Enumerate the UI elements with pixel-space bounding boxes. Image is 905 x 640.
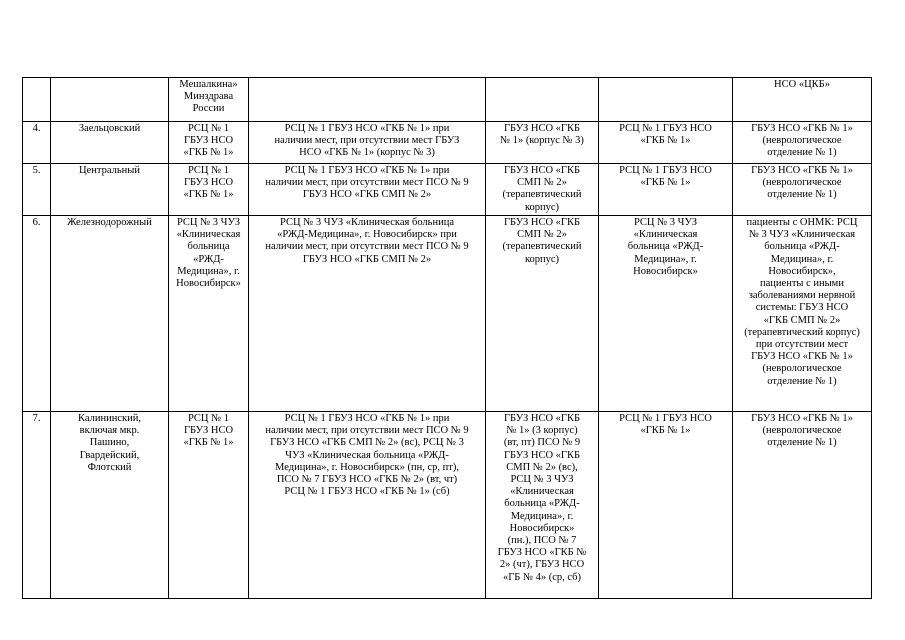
table-row	[23, 164, 872, 216]
cell-num	[23, 78, 51, 122]
cell-district	[51, 122, 169, 164]
cell-c3	[486, 216, 599, 412]
cell-line: Новосибирск»	[633, 265, 698, 277]
cell-line: «Клиническая	[176, 229, 241, 241]
cell-line: РСЦ № 1 ГБУЗ НСО	[619, 123, 712, 134]
cell-line: (терапевтический корпус)	[744, 326, 860, 338]
cell-c5	[733, 122, 872, 164]
cell-line: больница «РЖД-	[627, 241, 704, 253]
cell-line: наличии мест, при отсутствии мест ГБУЗ	[274, 135, 460, 147]
cell-num: 5.	[23, 164, 51, 216]
cell-c5	[733, 164, 872, 216]
cell-line: отделение № 1)	[767, 147, 837, 159]
cell-line: наличии мест, при отсутствии мест ПСО № 9	[265, 241, 469, 253]
cell-line: РСЦ № 3 ЧУЗ «Клиническая больница	[280, 217, 454, 228]
cell-line: РСЦ № 3 ЧУЗ	[510, 474, 574, 486]
cell-line: ГБУЗ НСО	[183, 177, 234, 189]
cell-num: 4.	[23, 122, 51, 164]
cell-line: (вт, пт) ПСО № 9	[503, 437, 581, 449]
cell-line: (неврологическое	[762, 177, 842, 189]
cell-line: наличии мест, при отсутствии мест ПСО № 9	[265, 177, 469, 189]
cell-line: Медицина», г.	[634, 253, 697, 265]
cell-line: ГБУЗ НСО «ГКБ СМП № 2»	[302, 253, 432, 265]
cell-line: системы: ГБУЗ НСО	[755, 302, 849, 314]
cell-line: пациенты с иными	[760, 278, 844, 290]
cell-line: Флотский	[87, 461, 132, 473]
cell-line: ЧУЗ «Клиническая больница «РЖД-	[285, 449, 449, 461]
cell-line: России	[192, 103, 225, 115]
cell-line: Новосибирск»,	[768, 265, 836, 277]
cell-line: ГБУЗ НСО «ГКБ	[503, 165, 581, 176]
cell-line: при отсутствии мест	[755, 339, 849, 351]
cell-line: ГБУЗ НСО «ГКБ СМП № 2» (вс), РСЦ № 3	[270, 437, 464, 449]
cell-line: СМП № 2» (вс),	[506, 461, 578, 473]
cell-line: Гвардейский,	[79, 449, 140, 461]
cell-line: (терапевтический	[502, 241, 582, 253]
cell-line: пациенты с ОНМК: РСЦ	[746, 217, 858, 228]
cell-line: Заельцовский	[78, 123, 141, 134]
cell-c4	[599, 78, 733, 122]
cell-line: корпус)	[524, 201, 560, 213]
cell-line: № 1» (3 корпус)	[506, 425, 578, 437]
cell-line: НСО «ГКБ № 1» (корпус № 3)	[299, 147, 435, 159]
cell-line: НСО «ЦКБ»	[774, 79, 830, 90]
cell-c1	[169, 412, 249, 599]
cell-c4	[599, 122, 733, 164]
cell-line: РСЦ № 1 ГБУЗ НСО	[619, 165, 712, 176]
cell-line: Новосибирск»	[176, 278, 241, 290]
cell-line: «РЖД-	[193, 253, 224, 265]
cell-line: отделение № 1)	[767, 437, 837, 449]
cell-line: № 3 ЧУЗ «Клиническая	[748, 229, 856, 241]
cell-line: ПСО № 7 ГБУЗ НСО «ГКБ № 2» (вт, чт)	[276, 474, 458, 486]
cell-line: «ГКБ СМП № 2»	[763, 314, 841, 326]
cell-c3	[486, 122, 599, 164]
cell-line: Медицина», г. Новосибирск» (пн, ср, пт),	[275, 461, 459, 473]
cell-line: ГБУЗ НСО «ГКБ	[503, 123, 581, 134]
cell-line: «ГКБ № 1»	[183, 189, 234, 201]
cell-line: ГБУЗ НСО «ГКБ № 1»	[751, 165, 853, 176]
cell-line: наличии мест, при отсутствии мест ПСО № 9	[265, 425, 469, 437]
cell-line: отделение № 1)	[767, 189, 837, 201]
cell-line: «ГКБ № 1»	[640, 135, 691, 147]
cell-line: «ГКБ № 1»	[640, 425, 691, 437]
table-row	[23, 216, 872, 412]
cell-line: больница «РЖД-	[764, 241, 840, 253]
cell-line: Минздрава	[183, 91, 234, 103]
cell-line: (терапевтический	[502, 189, 582, 201]
cell-line: отделение № 1)	[767, 375, 837, 387]
cell-line: (неврологическое	[762, 135, 842, 147]
cell-line: (неврологическое	[762, 425, 842, 437]
cell-line: ГБУЗ НСО	[183, 135, 234, 147]
cell-line: Пашино,	[89, 437, 130, 449]
cell-line: ГБУЗ НСО «ГКБ №	[497, 547, 587, 559]
cell-line: 2» (чт), ГБУЗ НСО	[499, 559, 585, 571]
cell-line: РСЦ № 1 ГБУЗ НСО «ГКБ № 1» (сб)	[284, 486, 450, 498]
cell-c4	[599, 164, 733, 216]
cell-line: РСЦ № 1	[187, 165, 230, 176]
cell-line: «Клиническая	[633, 229, 698, 241]
cell-c5	[733, 216, 872, 412]
cell-line: (пн.), ПСО № 7	[507, 535, 577, 547]
cell-district	[51, 78, 169, 122]
cell-district	[51, 216, 169, 412]
cell-c3	[486, 412, 599, 599]
cell-line: РСЦ № 3 ЧУЗ	[633, 217, 698, 228]
cell-c5	[733, 412, 872, 599]
cell-line: «ГКБ № 1»	[183, 437, 234, 449]
cell-c2	[249, 164, 486, 216]
cell-line: Медицина», г.	[770, 253, 834, 265]
cell-line: больница	[187, 241, 230, 253]
cell-num: 7.	[23, 412, 51, 599]
cell-c2	[249, 216, 486, 412]
cell-line: РСЦ № 1 ГБУЗ НСО «ГКБ № 1» при	[284, 123, 450, 134]
cell-district	[51, 412, 169, 599]
cell-line: Калининский,	[78, 413, 141, 424]
cell-c2	[249, 122, 486, 164]
routing-table	[22, 77, 872, 599]
cell-line: РСЦ № 3 ЧУЗ	[176, 217, 241, 228]
cell-line: № 1» (корпус № 3)	[500, 135, 584, 147]
cell-line: СМП № 2»	[517, 229, 567, 241]
cell-line: РСЦ № 1	[187, 123, 230, 134]
cell-c1	[169, 216, 249, 412]
cell-line: «РЖД-Медицина», г. Новосибирск» при	[277, 229, 457, 241]
cell-c4	[599, 216, 733, 412]
cell-line: СМП № 2»	[517, 177, 567, 189]
cell-c2	[249, 412, 486, 599]
cell-line: «ГКБ № 1»	[640, 177, 691, 189]
cell-c3	[486, 164, 599, 216]
cell-line: ГБУЗ НСО «ГКБ	[503, 449, 581, 461]
cell-line: «ГКБ № 1»	[183, 147, 234, 159]
cell-line: Железнодорожный	[67, 217, 152, 228]
cell-line: ГБУЗ НСО «ГКБ № 1»	[751, 123, 853, 134]
cell-c2	[249, 78, 486, 122]
cell-num: 6.	[23, 216, 51, 412]
cell-line: ГБУЗ НСО «ГКБ	[503, 217, 581, 228]
cell-line: Медицина», г.	[177, 265, 240, 277]
cell-c1	[169, 164, 249, 216]
cell-line: Новосибирск»	[509, 522, 575, 534]
cell-line: Мешалкина»	[179, 79, 238, 90]
cell-line: ГБУЗ НСО «ГКБ № 1»	[751, 351, 853, 363]
cell-c1	[169, 122, 249, 164]
cell-line: РСЦ № 1 ГБУЗ НСО	[619, 413, 712, 424]
cell-line: включая мкр.	[79, 425, 140, 437]
cell-c5	[733, 78, 872, 122]
cell-line: РСЦ № 1	[187, 413, 230, 424]
table-body	[23, 78, 872, 599]
cell-line: корпус)	[524, 253, 560, 265]
cell-line: заболеваниями нервной	[748, 290, 856, 302]
cell-line: ГБУЗ НСО «ГКБ № 1»	[751, 413, 853, 424]
table-row	[23, 78, 872, 122]
cell-line: РСЦ № 1 ГБУЗ НСО «ГКБ № 1» при	[284, 165, 450, 176]
cell-c3	[486, 78, 599, 122]
cell-line: (неврологическое	[762, 363, 842, 375]
cell-line: «ГБ № 4» (ср, сб)	[502, 571, 582, 583]
table-row	[23, 412, 872, 599]
cell-line: Центральный	[79, 165, 140, 176]
cell-line: ГБУЗ НСО «ГКБ СМП № 2»	[302, 189, 432, 201]
cell-c4	[599, 412, 733, 599]
cell-line: «Клиническая	[510, 486, 574, 498]
table-row	[23, 122, 872, 164]
cell-line: РСЦ № 1 ГБУЗ НСО «ГКБ № 1» при	[284, 413, 450, 424]
cell-line: ГБУЗ НСО	[183, 425, 234, 437]
cell-line: ГБУЗ НСО «ГКБ	[503, 413, 581, 424]
cell-line: Медицина», г.	[510, 510, 574, 522]
cell-c1	[169, 78, 249, 122]
cell-line: больница «РЖД-	[504, 498, 580, 510]
cell-district	[51, 164, 169, 216]
